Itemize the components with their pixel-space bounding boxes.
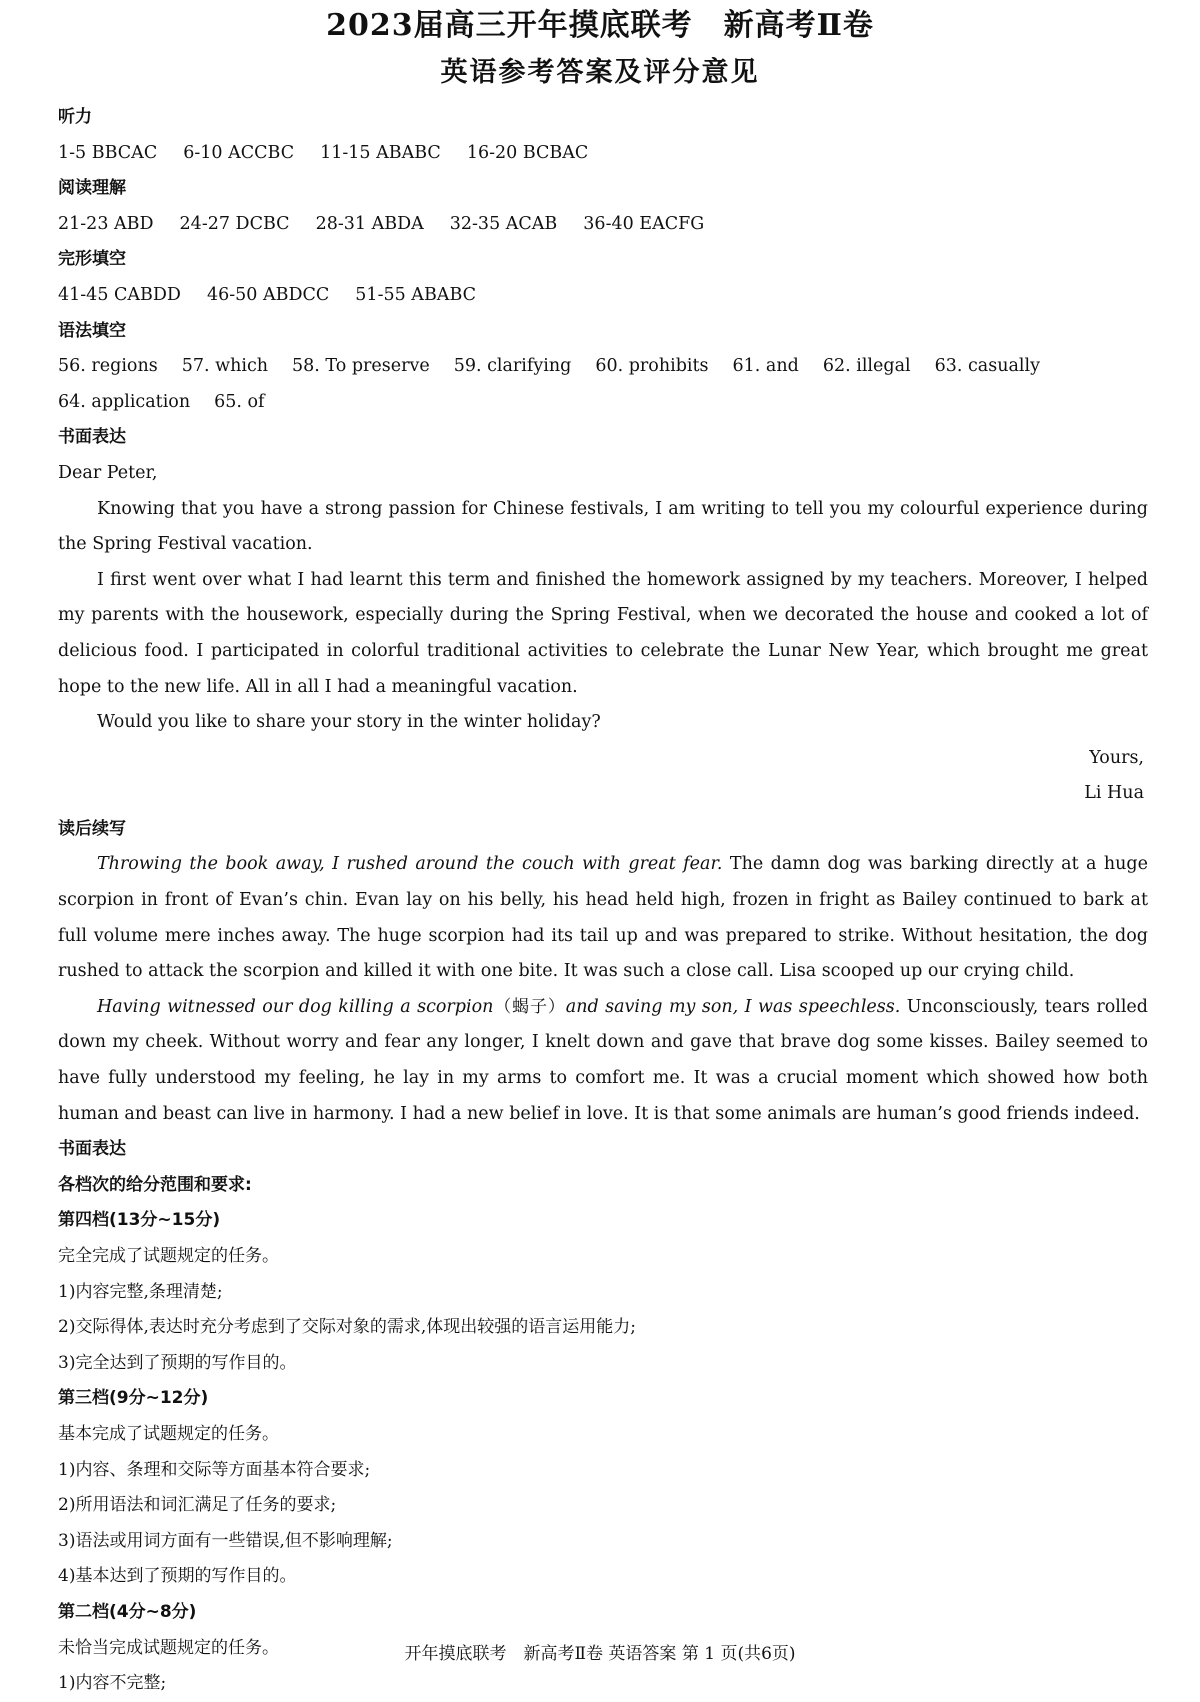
grammar-item: 56. regions bbox=[58, 356, 158, 377]
continuation-text: Unconsciously, tears rolled down my cheek. Without worry and fear any longer, I knelt down and gave that brave dog some kisses. Bailey seemed to have fully understood my feeling, he lay in my arms to comfort me. It was a crucial moment which showed how both human and beast can live in harmony. I had a new belief in love. It is that some animals are human’s good friends indeed. bbox=[58, 996, 1148, 1124]
letter-paragraph: Knowing that you have a strong passion for Chinese festivals, I am writing to tell you my colourful experience during the Spring Festival vacation. bbox=[58, 498, 1148, 555]
tier-item: 3)完全达到了预期的写作目的。 bbox=[58, 1352, 297, 1373]
scoring-subheading: 各档次的给分范围和要求: bbox=[58, 1174, 252, 1195]
grammar-item: 65. of bbox=[214, 391, 265, 412]
answer-group: 51-55 ABABC bbox=[355, 284, 477, 305]
reading-heading: 阅读理解 bbox=[58, 178, 126, 199]
letter-closing: Yours, bbox=[1089, 747, 1144, 768]
grammar-item: 57. which bbox=[181, 356, 269, 377]
scoring-heading: 书面表达 bbox=[58, 1139, 126, 1160]
grammar-item: 64. application bbox=[58, 391, 191, 412]
letter-paragraph: Would you like to share your story in the winter holiday? bbox=[97, 712, 601, 733]
tier-item: 4)基本达到了预期的写作目的。 bbox=[58, 1566, 297, 1587]
page-title: 2023届高三开年摸底联考 新高考Ⅱ卷 bbox=[326, 8, 874, 43]
grammar-item: 59. clarifying bbox=[453, 356, 572, 377]
tier-title: 第四档(13分~15分) bbox=[58, 1210, 221, 1231]
letter-signature: Li Hua bbox=[1084, 783, 1144, 804]
answer-group: 32-35 ACAB bbox=[449, 213, 558, 234]
answer-group: 21-23 ABD bbox=[58, 213, 154, 234]
tier-description: 完全完成了试题规定的任务。 bbox=[58, 1246, 279, 1266]
answer-group: 41-45 CABDD bbox=[58, 284, 181, 305]
answer-group: 16-20 BCBAC bbox=[466, 142, 589, 163]
page-footer: 开年摸底联考 新高考Ⅱ卷 英语答案 第 1 页(共6页) bbox=[404, 1644, 796, 1664]
grammar-item: 60. prohibits bbox=[595, 356, 709, 377]
cloze-answers bbox=[58, 278, 1148, 314]
tier-title: 第三档(9分~12分) bbox=[58, 1388, 209, 1409]
given-opening: and saving my son, I was speechless. bbox=[565, 996, 901, 1017]
answer-group: 36-40 EACFG bbox=[583, 213, 705, 234]
answer-group: 28-31 ABDA bbox=[315, 213, 424, 234]
letter-paragraph: I first went over what I had learnt this term and finished the homework assigned by my teachers. Moreover, I helped my parents with the housework, especially during the Spring Festival, when we decorated the house and cooked a lot of delicious food. I participated in colorful traditional activities to celebrate the Lunar New Year, which brought me great hope to the new life. All in all I had a meaningful vacation. bbox=[58, 569, 1148, 697]
given-opening: Having witnessed our dog killing a scorpion bbox=[97, 996, 494, 1017]
grammar-answers bbox=[58, 349, 1148, 420]
grammar-item: 58. To preserve bbox=[292, 356, 430, 377]
tier-item: 3)语法或用词方面有一些错误,但不影响理解; bbox=[58, 1530, 393, 1551]
reading-answers bbox=[58, 207, 1148, 243]
given-opening: Throwing the book away, I rushed around the couch with great fear. bbox=[97, 854, 723, 875]
grammar-heading: 语法填空 bbox=[58, 320, 126, 341]
answer-group: 6-10 ACCBC bbox=[183, 142, 295, 163]
grammar-item: 61. and bbox=[732, 356, 799, 377]
tier-item: 2)交际得体,表达时充分考虑到了交际对象的需求,体现出较强的语言运用能力; bbox=[58, 1317, 636, 1338]
writing-heading: 书面表达 bbox=[58, 427, 126, 448]
continuation-paragraph bbox=[58, 990, 1148, 1132]
listening-answers bbox=[58, 136, 1148, 172]
tier-item: 1)内容完整,条理清楚; bbox=[58, 1281, 223, 1302]
continuation-text: The damn dog was barking directly at a huge scorpion in front of Evan’s chin. Evan lay on his belly, his head held high, frozen in fright as Bailey continued to bark at full volume mere inches away. The huge scorpion had its tail up and was prepared to strike. Without hesitation, the dog rushed to attack the scorpion and killed it with one bite. It was such a close call. Lisa scooped up our crying child. bbox=[58, 854, 1148, 982]
page-subtitle: 英语参考答案及评分意见 bbox=[440, 57, 760, 88]
tier-item: 1)内容不完整; bbox=[58, 1673, 167, 1694]
listening-heading: 听力 bbox=[58, 107, 92, 127]
cloze-heading: 完形填空 bbox=[58, 249, 126, 270]
grammar-item: 62. illegal bbox=[822, 356, 911, 377]
answer-group: 46-50 ABDCC bbox=[206, 284, 330, 305]
tier-description: 未恰当完成试题规定的任务。 bbox=[58, 1637, 279, 1658]
answer-group: 1-5 BBCAC bbox=[58, 142, 158, 163]
tier-title: 第二档(4分~8分) bbox=[58, 1601, 197, 1622]
grammar-item: 63. casually bbox=[934, 356, 1041, 377]
tier-item: 1)内容、条理和交际等方面基本符合要求; bbox=[58, 1459, 371, 1480]
document-body bbox=[58, 100, 1148, 1702]
continuation-heading: 读后续写 bbox=[58, 818, 126, 839]
letter-salutation: Dear Peter, bbox=[58, 462, 158, 483]
tier-item: 2)所用语法和词汇满足了任务的要求; bbox=[58, 1495, 337, 1516]
answer-group: 11-15 ABABC bbox=[320, 142, 441, 163]
tier-description: 基本完成了试题规定的任务。 bbox=[58, 1423, 279, 1444]
answer-group: 24-27 DCBC bbox=[179, 213, 290, 234]
continuation-paragraph bbox=[58, 847, 1148, 989]
chinese-gloss: （蝎子） bbox=[493, 996, 566, 1017]
